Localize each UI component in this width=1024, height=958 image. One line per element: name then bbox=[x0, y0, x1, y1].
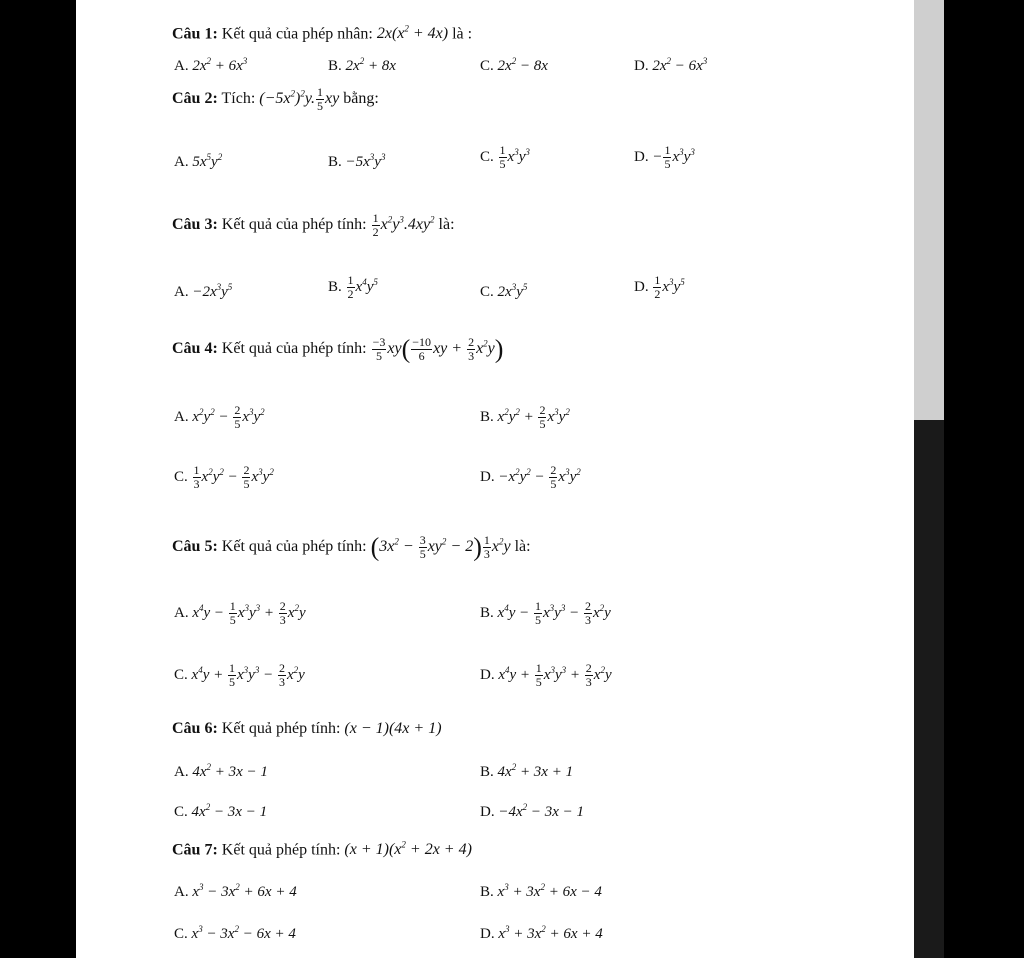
option-3a: A. $-2x^3y^5$ bbox=[174, 282, 233, 300]
question-4: Câu 4: Kết quả của phép tính: $\frac{-3}{5}$ xy( $\frac{-10}{6}$ xy + $\frac{2}{3}$ $x^2y$) bbox=[172, 334, 504, 364]
question-6: Câu 6: Kết quả phép tính: (x − 1)(4x + 1) bbox=[172, 720, 442, 737]
option-2d: D. − $\frac{1}{5}$ $x^3y^3$ bbox=[634, 143, 695, 171]
option-2b: B. $-5x^3y^3$ bbox=[328, 152, 386, 170]
question-2: Câu 2: Tích: $(-5x^2)^2y$. $\frac{1}{5}$ xy bằng: bbox=[172, 85, 379, 113]
option-3c: C. $2x^3y^5$ bbox=[480, 282, 528, 300]
option-1a: A. $2x^2 + 6x^3$ bbox=[174, 56, 248, 74]
option-7a: A. $x^3 - 3x^2 + 6x + 4$ bbox=[174, 882, 297, 900]
option-5c: C. $x^4y$ + $\frac{1}{5}$ $x^3y^3$ − $\frac{2}{3}$ $x^2y$ bbox=[174, 661, 305, 689]
option-3b: B. $\frac{1}{2}$ $x^4y^5$ bbox=[328, 273, 378, 301]
option-6a: A. $4x^2 + 3x - 1$ bbox=[174, 762, 268, 780]
option-7b: B. $x^3 + 3x^2 + 6x - 4$ bbox=[480, 882, 602, 900]
question-5: Câu 5: Kết quả của phép tính: ($3x^2$ − $\frac{3}{5}$ $xy^2 - 2$) $\frac{1}{3}$ $x^2y$ là: bbox=[172, 532, 531, 562]
option-6d: D. $-4x^2 - 3x - 1$ bbox=[480, 802, 585, 820]
option-5b: B. $x^4y$ − $\frac{1}{5}$ $x^3y^3$ − $\frac{2}{3}$ $x^2y$ bbox=[480, 599, 611, 627]
option-5a: A. $x^4y$ − $\frac{1}{5}$ $x^3y^3$ + $\frac{2}{3}$ $x^2y$ bbox=[174, 599, 306, 627]
option-1c: C. $2x^2 - 8x$ bbox=[480, 56, 548, 74]
option-1d: D. $2x^2 - 6x^3$ bbox=[634, 56, 708, 74]
option-6c: C. $4x^2 - 3x - 1$ bbox=[174, 802, 268, 820]
option-2a: A. $5x^5y^2$ bbox=[174, 152, 223, 170]
option-6b: B. $4x^2 + 3x + 1$ bbox=[480, 762, 574, 780]
option-2c: C. $\frac{1}{5}$ $x^3y^3$ bbox=[480, 143, 530, 171]
question-3: Câu 3: Kết quả của phép tính: $\frac{1}{2}$ $x^2y^3.4xy^2$ là: bbox=[172, 211, 455, 239]
option-7c: C. $x^3 - 3x^2 - 6x + 4$ bbox=[174, 924, 296, 942]
question-1: Câu 1: Kết quả của phép nhân: $2x(x^2 + 4x)$ là : bbox=[172, 24, 473, 43]
option-4b: B. $x^2y^2$ + $\frac{2}{5}$ $x^3y^2$ bbox=[480, 403, 570, 431]
option-1b: B. $2x^2 + 8x$ bbox=[328, 56, 396, 74]
option-4d: D. $-x^2y^2$ − $\frac{2}{5}$ $x^3y^2$ bbox=[480, 463, 581, 491]
option-5d: D. $x^4y$ + $\frac{1}{5}$ $x^3y^3$ + $\frac{2}{3}$ $x^2y$ bbox=[480, 661, 612, 689]
option-7d: D. $x^3 + 3x^2 + 6x + 4$ bbox=[480, 924, 603, 942]
option-4a: A. $x^2y^2$ − $\frac{2}{5}$ $x^3y^2$ bbox=[174, 403, 265, 431]
option-4c: C. $\frac{1}{3}$ $x^2y^2$ − $\frac{2}{5}$ $x^3y^2$ bbox=[174, 463, 274, 491]
option-3d: D. $\frac{1}{2}$ $x^3y^5$ bbox=[634, 273, 685, 301]
scrollbar-thumb[interactable] bbox=[914, 0, 944, 420]
question-7: Câu 7: Kết quả phép tính: $(x + 1)(x^2 + 2x + 4)$ bbox=[172, 840, 472, 859]
